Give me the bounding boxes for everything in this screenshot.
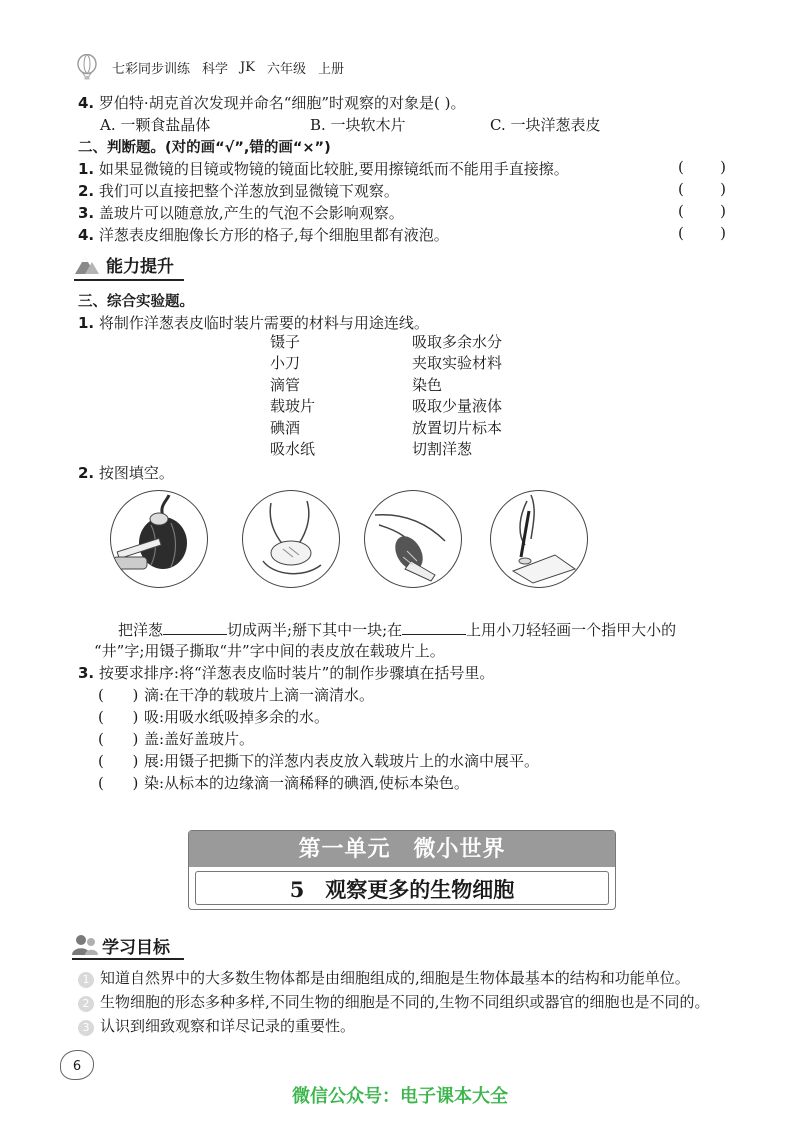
judge-text: 如果显微镜的目镜或物镜的镜面比较脏,要用擦镜纸而不能用手直接擦。 <box>98 160 569 178</box>
question-4-option-c: C. 一块洋葱表皮 <box>490 116 601 134</box>
goals-title: 学习目标 <box>102 937 170 958</box>
question-number: 4. <box>78 94 95 112</box>
use-item[interactable]: 切割洋葱 <box>412 440 473 459</box>
order-paren[interactable]: ( ) <box>98 730 139 748</box>
judge-text: 洋葱表皮细胞像长方形的格子,每个细胞里都有液泡。 <box>98 226 449 244</box>
goal-item: 1 知道自然界中的大多数生物体都是由细胞组成的,细胞是生物体最基本的结构和功能单位。 <box>78 966 710 990</box>
watermark: 微信公众号：电子课本大全 <box>292 1086 508 1107</box>
onion-cut-figure <box>110 490 208 588</box>
answer-paren[interactable]: ( ) <box>678 202 726 220</box>
question-text: 按图填空。 <box>98 464 174 482</box>
lesson-title: 5 观察更多的生物细胞 <box>289 877 515 902</box>
order-step: ( ) 盖:盖好盖玻片。 <box>98 730 255 748</box>
header-subject: 科学 <box>202 61 229 77</box>
judge-item <box>78 180 399 201</box>
question-text: 按要求排序:将“洋葱表皮临时装片”的制作步骤填在括号里。 <box>98 664 495 682</box>
order-paren[interactable]: ( ) <box>98 752 139 770</box>
judge-item <box>78 224 449 245</box>
use-item[interactable]: 吸取多余水分 <box>412 333 503 351</box>
material-item[interactable]: 吸水纸 <box>270 440 316 459</box>
unit-title-box <box>188 830 616 910</box>
order-step: ( ) 展:用镊子把撕下的洋葱内表皮放入载玻片上的水滴中展平。 <box>98 752 540 770</box>
order-step: ( ) 吸:用吸水纸吸掉多余的水。 <box>98 708 330 726</box>
judge-text: 我们可以直接把整个洋葱放到显微镜下观察。 <box>98 182 399 200</box>
judge-number: 3. <box>78 204 95 222</box>
goal-number: 3 <box>78 1020 94 1036</box>
section-judge-heading: 二、判断题。(对的画“√”,错的画“×”) <box>78 140 331 156</box>
answer-paren[interactable]: ( ) <box>678 180 726 198</box>
balloon-logo-icon <box>76 54 98 80</box>
goal-item: 3 认识到细致观察和详尽记录的重要性。 <box>78 1014 710 1038</box>
judge-number: 4. <box>78 226 95 244</box>
fill-blank[interactable] <box>163 618 227 635</box>
goals-banner <box>72 932 170 958</box>
person-icon <box>72 934 98 956</box>
use-item[interactable]: 夹取实验材料 <box>412 354 503 373</box>
order-paren[interactable]: ( ) <box>98 708 139 726</box>
goals-list <box>78 966 710 1038</box>
ability-title: 能力提升 <box>106 256 174 277</box>
ability-banner <box>74 250 174 278</box>
question-4-option-a: A. 一颗食盐晶体 <box>100 116 211 134</box>
fill-line-1 <box>118 618 676 640</box>
page-number-badge <box>60 1050 94 1080</box>
order-paren[interactable]: ( ) <box>98 686 139 704</box>
header <box>76 54 344 80</box>
judge-item <box>78 158 569 179</box>
tweezers-figure <box>490 490 588 588</box>
experiment-q2 <box>78 462 174 483</box>
goal-number: 1 <box>78 972 94 988</box>
question-4-option-b: B. 一块软木片 <box>310 116 406 134</box>
material-item[interactable]: 镊子 <box>270 333 301 351</box>
uses-column <box>412 332 502 460</box>
material-item[interactable]: 碘酒 <box>270 418 301 437</box>
unit-title: 第一单元 微小世界 <box>189 831 615 867</box>
judge-text: 盖玻片可以随意放,产生的气泡不会影响观察。 <box>98 204 404 222</box>
ability-underline <box>74 279 184 281</box>
mountain-icon <box>74 253 100 275</box>
question-number: 3. <box>78 664 95 682</box>
material-item[interactable]: 载玻片 <box>270 397 316 416</box>
use-item[interactable]: 放置切片标本 <box>412 418 503 437</box>
order-paren[interactable]: ( ) <box>98 774 139 792</box>
use-item[interactable]: 染色 <box>412 375 443 394</box>
header-edition: JK <box>240 59 255 75</box>
judge-number: 2. <box>78 182 95 200</box>
material-item[interactable]: 滴管 <box>270 375 301 394</box>
page-number: 6 <box>72 1059 82 1074</box>
question-number: 1. <box>78 314 95 332</box>
materials-column <box>270 332 315 460</box>
goal-item: 2 生物细胞的形态多种多样,不同生物的细胞是不同的,生物不同组织或器官的细胞也是不同的。 <box>78 990 710 1014</box>
header-series: 七彩同步训练 <box>112 61 191 77</box>
use-item[interactable]: 吸取少量液体 <box>412 397 503 416</box>
question-number: 2. <box>78 464 95 482</box>
header-volume: 上册 <box>317 61 344 77</box>
order-step: ( ) 滴:在干净的载玻片上滴一滴清水。 <box>98 686 375 704</box>
fill-text: 切成两半;掰下其中一块;在 <box>227 621 403 639</box>
fill-line-2: “井”字;用镊子撕取“井”字中间的表皮放在载玻片上。 <box>94 642 445 660</box>
order-step: ( ) 染:从标本的边缘滴一滴稀释的碘酒,使标本染色。 <box>98 774 469 792</box>
answer-paren[interactable]: ( ) <box>678 158 726 176</box>
fill-text: 上用小刀轻轻画一个指甲大小的 <box>466 621 677 639</box>
judge-item <box>78 202 404 223</box>
material-item[interactable]: 小刀 <box>270 354 301 373</box>
goals-underline <box>72 958 184 960</box>
experiment-q1 <box>78 312 429 333</box>
question-text: 罗伯特·胡克首次发现并命名“细胞”时观察的对象是( )。 <box>98 94 466 112</box>
header-grade: 六年级 <box>266 61 306 77</box>
question-4 <box>78 92 466 113</box>
answer-paren[interactable]: ( ) <box>678 224 726 242</box>
fill-text: 把洋葱 <box>118 621 164 639</box>
judge-number: 1. <box>78 160 95 178</box>
fill-blank[interactable] <box>402 618 466 635</box>
knife-cut-figure <box>364 490 462 588</box>
order-steps <box>98 684 539 794</box>
question-text: 将制作洋葱表皮临时装片需要的材料与用途连线。 <box>98 314 429 332</box>
experiment-q3 <box>78 662 494 683</box>
hand-peel-figure <box>242 490 340 588</box>
section-experiment-heading: 三、综合实验题。 <box>78 294 194 310</box>
goal-number: 2 <box>78 996 94 1012</box>
